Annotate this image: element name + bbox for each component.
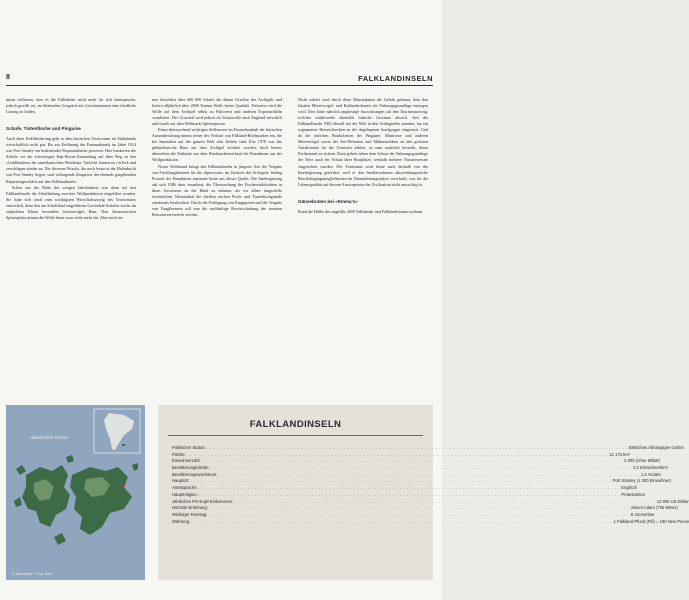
- fact-row: [172, 518, 689, 526]
- fact-label: Höchste Erhebung:: [172, 505, 208, 511]
- page-number: 8: [6, 74, 10, 81]
- fact-leader-dots: . . . . . . . . . . . . . . . . . . . . . . . . . . . . . . . . . . . . . . . . . . . . . . . . . . . . . . . . . . . . . . . . . . . . . . . . . . . . . . . . . . . . . . . . . . . . . . . . . . . . . . . . . . . . . . . . . . . . . . . .: [208, 511, 630, 517]
- small-island: [66, 455, 74, 463]
- fact-label: Amtssprache:: [172, 485, 198, 491]
- paragraph: Nicht zuletzt wird durch diese Massnahmen die Gefahr gebannt, dass den lokalen Meeresvogel- und Robbenkolonien die Nahrungsgrundlage entzogen wird. Dies hätte nämlich ungünstige Auswirkungen auf den Tourismuszweig, welches mittlerweile ebenfalls hübsche Gewinne abwirft. Seit die Falklandinseln 1982 überall auf der Welt in den Schlagzeilen standen, hat ein sogenannter Reiseschrecken zu der abgelegenen Inselgruppe eingesetzt. Und da die örtlichen Brutkolonien der Pinguine, Albatrosse und anderen Meeresvögel sowie der See-Elefanten und Mähnenrobben zu den grössten Attraktionen für die Touristen zählen, ist man natürlich bestrebt, deren Fortbestand zu sichern. Dazu gehört neben dem Schutz der Nahrungsgrundlage der Tiere auch der Schutz ihrer Brutplätze, weshalb mehrere Naturreservate eingerichtet wurden. Der Tourismus wird heute auch deshalb von der Inselregierung gefördert, weil er den Inselbewohnern abwechslungsreiche Beschäftigungsmöglichkeiten im Dienstleistungssektor verschafft, was für die Lebensqualität auf diesem Aussenposten der Zivilisation nicht unwichtig ist.: [298, 97, 428, 187]
- fact-value: 2 000 (ohne Militär): [624, 458, 661, 464]
- map-graphic: [6, 405, 145, 580]
- fact-value: Britisches Abhängiges Gebiet: [628, 445, 684, 450]
- paragraph: mer beweiden über 600 000 Schafe die dünne Grasflur des Archipels und liefern alljährlich über 2000 Tonnen Wolle bester Qualität. Teilweise wird die Wolle auf dem Archipel selbst zu Pullovern und anderen Exportartikeln verarbeitet. Der Grossteil wird jedoch als Schurwolle nach England verschifft und erzielt auf dem Weltmarkt Spitzenpreise.: [152, 97, 282, 127]
- paragraph: Neues Wohlstand bringt den Falklandinseln in jüngster Zeit die Vergabe von Fischfanglizenzen für die «Sperrzone» im Umkreis des Archipels. Stehng Prozent der Einnahmen stammen heute aus dieser Quelle. Die Inselregierung sah sich 1986 dazu veranlasst, die Überwachung der Fischereiaktivitäten in ihren Gewässern an die Hand zu nehmen, als vor allem fangschiffe fernöstlicher Nationalität die chedem reichen Fisch- und Tintenfischgründe zusehends leerfischten. Durch die Festlegung von Fangquoten und die Vergabe von Fanglizenzen soll nun die nachhaltige Bewirtschaftung der marinen Ressourcen erreicht werden.: [152, 163, 282, 217]
- fact-row: [172, 478, 671, 485]
- fact-leader-dots: . . . . . . . . . . . . . . . . . . . . . . . . . . . . . . . . . . . . . . . . . . . . . . . . . . . . . . . . . . . . . . . . . . . . . . . . . . . . . . . . . . . . . . . . . . . . . . . . . . . . . . . . . . . . . . . . . . . . . . . .: [208, 505, 631, 511]
- text-column-1: [6, 97, 136, 221]
- fact-label: Bevölkerungswachstum:: [172, 471, 218, 477]
- fact-leader-dots: . . . . . . . . . . . . . . . . . . . . . . . . . . . . . . . . . . . . . . . . . . . . . . . . . . . . . . . . . . . . . . . . . . . . . . . . . . . . . . . . . . . . . . . . . . . . . . . . . . . . . . . . . . . . . . . . . . . . . . . .: [206, 445, 628, 450]
- fact-row: [172, 498, 689, 506]
- fact-row: [172, 491, 646, 499]
- fact-row: [172, 465, 669, 472]
- fact-value: Protestanten: [621, 491, 646, 497]
- fact-row: [172, 458, 661, 465]
- fact-label: Hauptreligion:: [172, 491, 198, 497]
- section-heading: Gänsebraten bei «Emma's»: [298, 198, 358, 204]
- fact-label: Fläche:: [172, 451, 186, 457]
- small-island: [14, 497, 22, 507]
- fact-row: [172, 445, 684, 452]
- fact-value: Port Stanley (1 200 Einwohner): [612, 478, 671, 484]
- paragraph: Einen überraschend wichtigen Stellenwert im Finanzhaushalt der britischen Aussenbesitzung nimmt ferner der Verkauf von Falkland-Briefmarken ein, die bei Sammlern auf der ganzen Welt sehr beliebt sind. Erst 1978 war das philatelistische Büro auf dem Archipel eröffnet worden, doch bereits überstiften die Einkäufe aus dem Briefmarkenverkauf die Einnahmen aus der Wollproduktion.: [152, 127, 282, 163]
- small-island: [16, 465, 26, 475]
- fact-box-title: FALKLANDINSELN: [249, 419, 342, 430]
- fact-value: 13 800 US-Dollar: [656, 498, 689, 504]
- fact-label: Wichtiger Feiertag:: [172, 511, 208, 517]
- text-column-2: [152, 97, 282, 218]
- fact-value: 0,2 Einwohner/km²: [633, 465, 669, 471]
- fact-label: Hauptort:: [172, 478, 190, 484]
- small-island: [54, 533, 66, 545]
- paragraph: Auch ohne Erdölförderung geht es dem britischen Territorium im Südatlantik wirtschaftlich recht gut: Bis zur Eröffnung des Panamakanals im Jahre 1914 war Port Stanley ein bedeutender Reparaturhafen gewesen. Hier bunkerten die Schiffe vor der schwierigen Kap-Hoorn-Umrundung auf dem Weg zu den «Goldländern» der amerikanischen Westküste. Und hier kamen sie oft leck und zerschlagen wieder an. Die diversen Wracks, die noch heute in der Hafenbucht von Port Stanley liegen, sind vielsagende Zeugnisse des ehemals gutgehenden Reparaturgeschäfts auf den Falklandinseln.: [6, 136, 136, 184]
- fact-leader-dots: . . . . . . . . . . . . . . . . . . . . . . . . . . . . . . . . . . . . . . . . . . . . . . . . . . . . . . . . . . . . . . . . . . . . . . . . . . . . . . . . . . . . . . . . . . . . . . . . . . . . . . . . . . . . . . . . . . . . . . . .: [198, 485, 621, 491]
- fact-value: 1 Falkland-Pfund (Fkl) = 100 New Pence: [613, 518, 689, 524]
- fact-leader-dots: . . . . . . . . . . . . . . . . . . . . . . . . . . . . . . . . . . . . . . . . . . . . . . . . . . . . . . . . . . . . . . . . . . . . . . . . . . . . . . . . . . . . . . . . . . . . . . . . . . . . . . . . . . . . . . . . . . . . . . . .: [218, 471, 640, 477]
- fact-leader-dots: . . . . . . . . . . . . . . . . . . . . . . . . . . . . . . . . . . . . . . . . . . . . . . . . . . . . . . . . . . . . . . . . . . . . . . . . . . . . . . . . . . . . . . . . . . . . . . . . . . . . . . . . . . . . . . . . . . . . . . . .: [201, 458, 624, 464]
- fact-leader-dots: . . . . . . . . . . . . . . . . . . . . . . . . . . . . . . . . . . . . . . . . . . . . . . . . . . . . . . . . . . . . . . . . . . . . . . . . . . . . . . . . . . . . . . . . . . . . . . . . . . . . . . . . . . . . . . . . . . . . . . . .: [191, 518, 613, 524]
- inset-islands-marker: [122, 444, 125, 446]
- fact-value: 1,3 %/Jahr: [640, 471, 661, 477]
- fact-box-rule: [168, 435, 423, 436]
- header-rule: [6, 85, 433, 86]
- fact-row: [172, 505, 678, 512]
- map-credit: © Kümmerly + Frey, Bern: [12, 572, 53, 576]
- fact-label: Bevölkerungsdichte:: [172, 465, 210, 471]
- text-column-3: [298, 97, 428, 215]
- section-heading: Schafe, Tintenfische und Pinguine: [6, 126, 81, 132]
- fact-row: [172, 451, 631, 459]
- fact-label: Jährliches Pro-Kopf-Einkommen:: [172, 498, 234, 504]
- fact-leader-dots: . . . . . . . . . . . . . . . . . . . . . . . . . . . . . . . . . . . . . . . . . . . . . . . . . . . . . . . . . . . . . . . . . . . . . . . . . . . . . . . . . . . . . . . . . . . . . . . . . . . . . . . . . . . . . . . . . . . . . . . .: [198, 491, 621, 497]
- small-island: [132, 463, 138, 471]
- paragraph: Schon aus der Mitte des vorigen Jahrhunderts war dann auf den Falklandinseln die Schafhaltung zweckes Wollproduktion eingeführt worden. Sie hatte sich rasch zum wichtigsten Wirtschaftszweig des Territoriums entwickelt, denn den am Schelfland eingeführten Corriedale-Schafen wachs im subpolaren Klima besonders hochwertiges Haar. Den ökonomischen Spitzenplatz nimmt die Wolle heute zwar nicht mehr ein. Aber noch im-: [6, 184, 136, 220]
- running-title: FALKLANDINSELN: [358, 74, 433, 83]
- fact-leader-dots: . . . . . . . . . . . . . . . . . . . . . . . . . . . . . . . . . . . . . . . . . . . . . . . . . . . . . . . . . . . . . . . . . . . . . . . . . . . . . . . . . . . . . . . . . . . . . . . . . . . . . . . . . . . . . . . . . . . . . . . .: [234, 498, 656, 504]
- port-stanley-marker: [123, 484, 126, 487]
- fact-value: 12 173 km²: [609, 451, 631, 457]
- page-header: [6, 74, 433, 84]
- map-figure: [6, 405, 145, 580]
- fact-label: Währung:: [172, 518, 191, 524]
- fact-leader-dots: . . . . . . . . . . . . . . . . . . . . . . . . . . . . . . . . . . . . . . . . . . . . . . . . . . . . . . . . . . . . . . . . . . . . . . . . . . . . . . . . . . . . . . . . . . . . . . . . . . . . . . . . . . . . . . . . . . . . . . . .: [186, 451, 609, 457]
- fact-label: Einwohnerzahl:: [172, 458, 201, 464]
- fact-value: 8. Dezember: [630, 511, 655, 517]
- fact-row: [172, 511, 655, 519]
- fact-leader-dots: . . . . . . . . . . . . . . . . . . . . . . . . . . . . . . . . . . . . . . . . . . . . . . . . . . . . . . . . . . . . . . . . . . . . . . . . . . . . . . . . . . . . . . . . . . . . . . . . . . . . . . . . . . . . . . . . . . . . . . . .: [210, 465, 633, 471]
- fact-list: [172, 445, 689, 525]
- fact-value: Englisch: [621, 485, 637, 491]
- paragraph: Rund die Hälfte der ungefähr 2000 Falkländer und Falkländerinnen wohnen: [298, 208, 423, 214]
- fact-row: [172, 471, 661, 479]
- fact-leader-dots: . . . . . . . . . . . . . . . . . . . . . . . . . . . . . . . . . . . . . . . . . . . . . . . . . . . . . . . . . . . . . . . . . . . . . . . . . . . . . . . . . . . . . . . . . . . . . . . . . . . . . . . . . . . . . . . . . . . . . . . .: [190, 478, 612, 484]
- paragraph: tinien verlassen, dass es die Falkländer nicht mehr für sich beanspruche, jedoch gewillt sei, im bilateralen Gespräch mit Grossbritannien eine friedliche Lösung zu finden.: [6, 97, 136, 115]
- fact-box: [158, 405, 689, 580]
- fact-row: [172, 485, 637, 492]
- fact-label: Politischer Status:: [172, 445, 206, 450]
- ocean-label: Atlantischer Ozean: [30, 435, 69, 440]
- fact-value: Mount Adam (705 Meter): [631, 505, 678, 511]
